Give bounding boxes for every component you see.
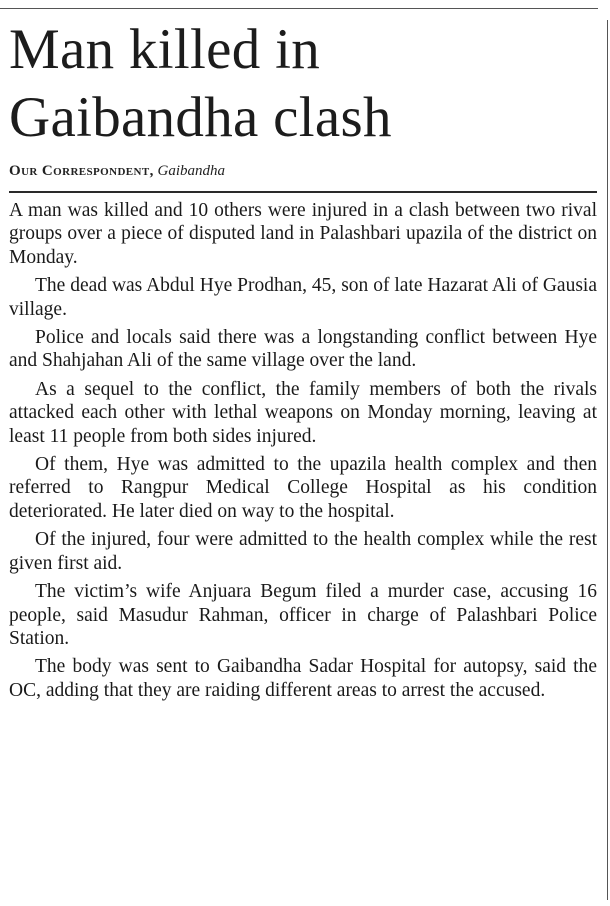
byline-divider <box>9 191 597 193</box>
paragraph: As a sequel to the conflict, the family members of both the rivals attacked each other with lethal weapons on Monday morning, leaving at least 11 people from both sides injured. <box>9 378 597 447</box>
paragraph: A man was killed and 10 others were injured in a clash between two rival groups over a piece of disputed land in Palashbari upazila of the district on Monday. <box>9 200 597 268</box>
byline-author: Our Correspondent, <box>9 163 154 179</box>
headline-line-1: Man killed in <box>9 18 321 81</box>
headline-line-2: Gaibandha clash <box>9 86 392 149</box>
byline <box>9 162 597 180</box>
column-rule <box>607 20 608 900</box>
paragraph: Of them, Hye was admitted to the upazila health complex and then referred to Rangpur Medical College Hospital as his condition deteriorated. He later died on way to the hospital. <box>9 454 597 522</box>
news-article <box>9 16 597 702</box>
article-body <box>9 199 597 702</box>
paragraph: The victim’s wife Anjuara Begum filed a murder case, accusing 16 people, said Masudur Rahman, officer in charge of Palashbari Police Station. <box>9 581 597 649</box>
paragraph: The body was sent to Gaibandha Sadar Hospital for autopsy, said the OC, adding that they are raiding different areas to arrest the accused. <box>9 656 597 701</box>
paragraph: Of the injured, four were admitted to the health complex while the rest given first aid. <box>9 529 597 574</box>
top-rule <box>0 8 598 9</box>
byline-place: Gaibandha <box>157 163 226 179</box>
paragraph: The dead was Abdul Hye Prodhan, 45, son of late Hazarat Ali of Gausia village. <box>9 275 597 320</box>
paragraph: Police and locals said there was a longstanding conflict between Hye and Shahjahan Ali of the same village over the land. <box>9 327 597 372</box>
headline <box>9 16 597 152</box>
